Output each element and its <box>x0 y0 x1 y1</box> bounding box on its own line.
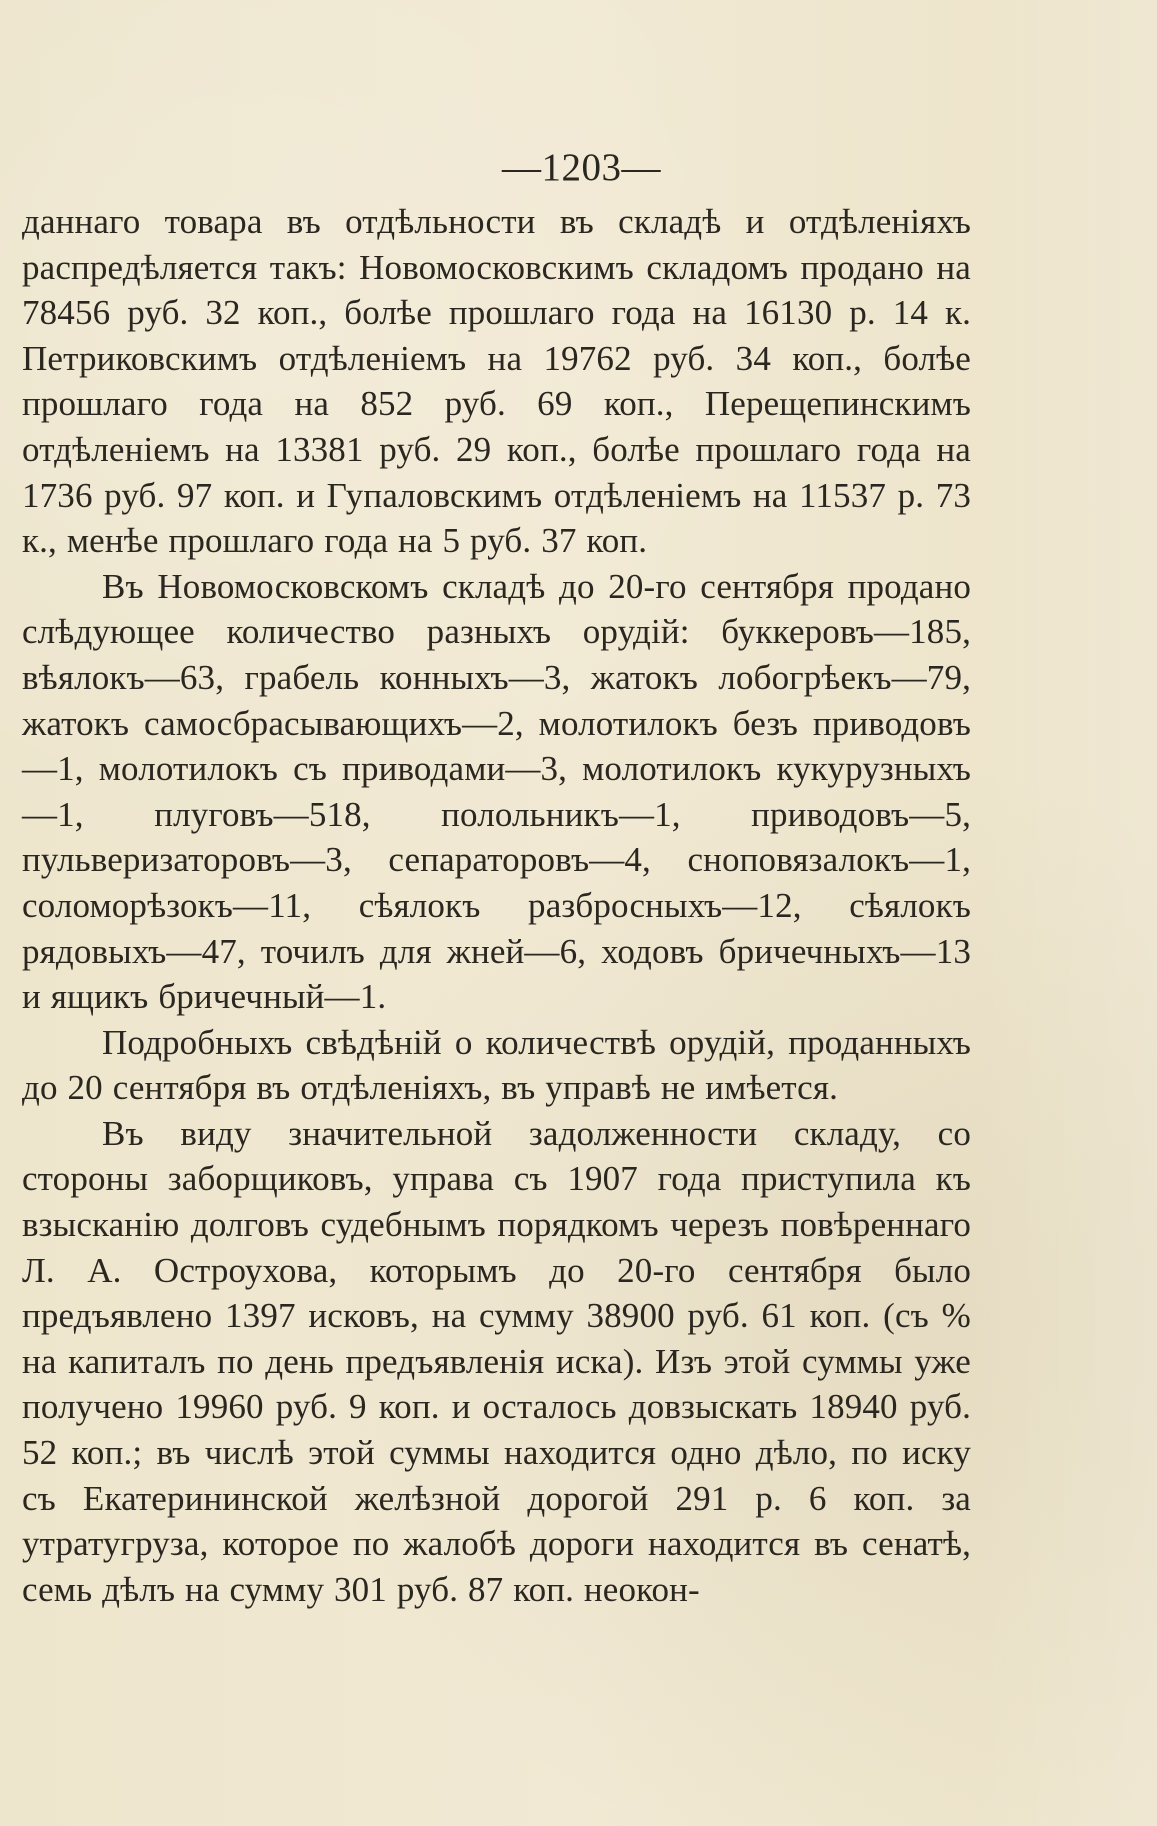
paragraph-3: Подробныхъ свѣдѣній о количествѣ орудій, проданныхъ до 20 сентября въ отдѣленіяхъ, въ управѣ не имѣется. <box>22 1022 971 1108</box>
paragraph-2: Въ Новомосковскомъ складѣ до 20-го сентября продано слѣдующее количество разныхъ орудій: буккеровъ—185, вѣялокъ—63, грабель конныхъ—3, жатокъ лобогрѣекъ—79, жатокъ самосбрасывающихъ—2, молотилокъ безъ приводовъ—1, молотилокъ съ приводами—3, молотилокъ кукурузныхъ—1, плуговъ—518, полольникъ—1, приводовъ—5, пульверизаторовъ—3, сепараторовъ—4, сноповязалокъ—1, соломорѣзокъ—11, сѣялокъ разбросныхъ—12, сѣялокъ рядовыхъ—47, точилъ для жней—6, ходовъ бричечныхъ—13 и ящикъ бричечный—1. <box>22 566 971 1017</box>
page-number: —1203— <box>502 146 661 189</box>
page-edge-shading <box>975 0 1157 1826</box>
paragraph-1: даннаго товара въ отдѣльности въ складѣ и отдѣленіяхъ распредѣляется такъ: Новомосковскимъ складомъ продано на 78456 руб. 32 коп., болѣе прошлаго года на 16130 р. 14 к. Петриковскимъ отдѣленіемъ на 19762 руб. 34 коп., болѣе прошлаго года на 852 руб. 69 коп., Перещепинскимъ отдѣленіемъ на 13381 руб. 29 коп., болѣе прошлаго года на 1736 руб. 97 коп. и Гупаловскимъ отдѣленіемъ на 11537 р. 73 к., менѣе прошлаго года на 5 руб. 37 коп. <box>22 202 971 561</box>
paragraph-4: Въ виду значительной задолженности складу, со стороны заборщиковъ, управа съ 1907 года приступила къ взысканію долговъ судебнымъ порядкомъ черезъ повѣреннаго Л. А. Остроухова, которымъ до 20-го сентября было предъявлено 1397 исковъ, на сумму 38900 руб. 61 коп. (съ % на капиталъ по день предъявленія иска). Изъ этой суммы уже получено 19960 руб. 9 коп. и осталось довзыскать 18940 руб. 52 коп.; въ числѣ этой суммы находится одно дѣло, по иску съ Екатерининской желѣзной дорогой 291 р. 6 коп. за утратугруза, которое по жалобѣ дороги находится въ сенатѣ, семь дѣлъ на сумму 301 руб. 87 коп. неокон- <box>22 1113 971 1609</box>
